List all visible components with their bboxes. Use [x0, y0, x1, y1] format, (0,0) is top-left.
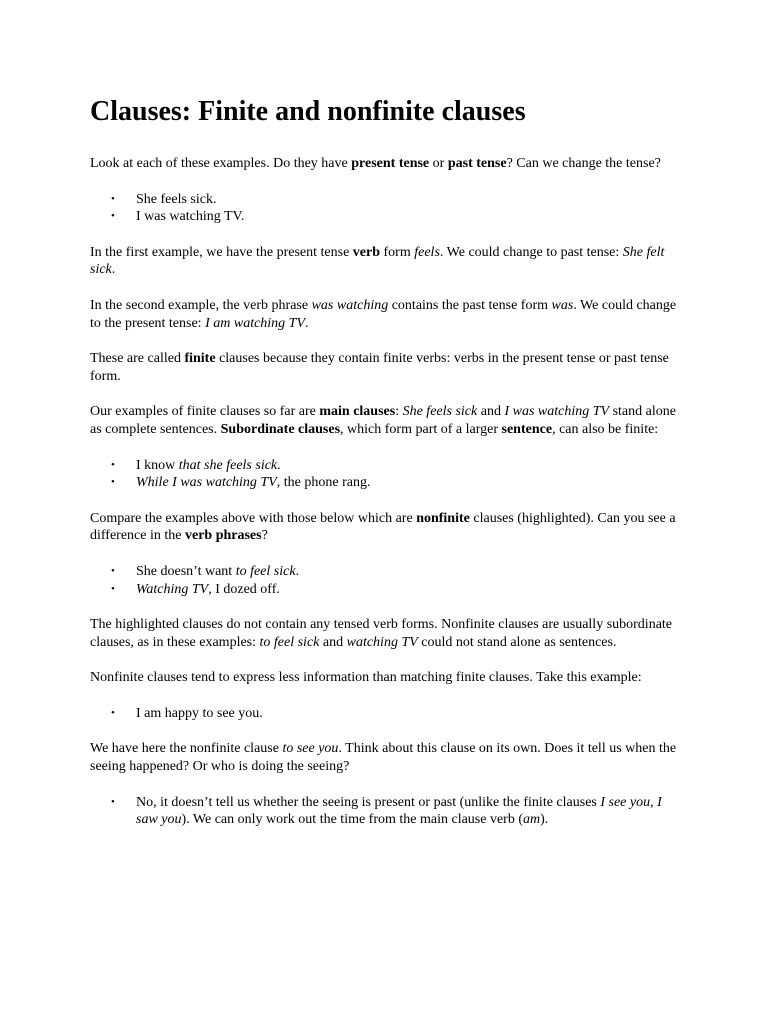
list-item: • While I was watching TV, the phone rang. — [136, 474, 680, 492]
example-list-1 — [90, 191, 680, 226]
paragraph-finite-definition: These are called finite clauses because they contain finite verbs: verbs in the present tense or past tense form. — [90, 351, 669, 384]
example-list-4 — [90, 705, 680, 723]
paragraph-highlighted-clauses: The highlighted clauses do not contain any tensed verb forms. Nonfinite clauses are usually subordinate clauses, as in these examples: to feel sick and watching TV could not stand alone as sentences. — [90, 617, 673, 650]
example-list-3 — [90, 563, 680, 598]
list-item: • She feels sick. — [136, 191, 680, 209]
paragraph-less-information: Nonfinite clauses tend to express less information than matching finite clauses. Take this example: — [90, 670, 642, 686]
paragraph-second-example: In the second example, the verb phrase was watching contains the past tense form was. We could change to the present tense: I am watching TV. — [90, 297, 677, 331]
list-item: • No, it doesn’t tell us whether the seeing is present or past (unlike the finite clauses I see you, I saw you). We can only work out the time from the main clause verb (am). — [136, 794, 680, 829]
paragraph-compare: Compare the examples above with those below which are nonfinite clauses (highlighted). Can you see a difference in the verb phrases? — [90, 510, 676, 544]
list-item: • Watching TV, I dozed off. — [136, 581, 680, 599]
paragraph-first-example: In the first example, we have the present tense verb form feels. We could change to past tense: She felt sick. — [90, 244, 665, 278]
example-list-5 — [90, 794, 680, 829]
page-title: Clauses: Finite and nonfinite clauses — [90, 96, 526, 127]
example-list-2 — [90, 457, 680, 492]
paragraph-to-see-you: We have here the nonfinite clause to see you. Think about this clause on its own. Does it tell us when the seeing happened? Or who is doing the seeing? — [90, 741, 677, 775]
list-item: • I am happy to see you. — [136, 705, 680, 723]
list-item: • She doesn’t want to feel sick. — [136, 563, 680, 581]
list-item: • I know that she feels sick. — [136, 457, 680, 475]
paragraph-main-clauses: Our examples of finite clauses so far are main clauses: She feels sick and I was watching TV stand alone as complete sentences. Subordinate clauses, which form part of a larger sentence, can also be finite: — [90, 404, 676, 437]
list-item: • I was watching TV. — [136, 208, 680, 226]
document-page — [90, 94, 680, 847]
paragraph-intro: Look at each of these examples. Do they have present tense or past tense? Can we change the tense? — [90, 156, 661, 171]
